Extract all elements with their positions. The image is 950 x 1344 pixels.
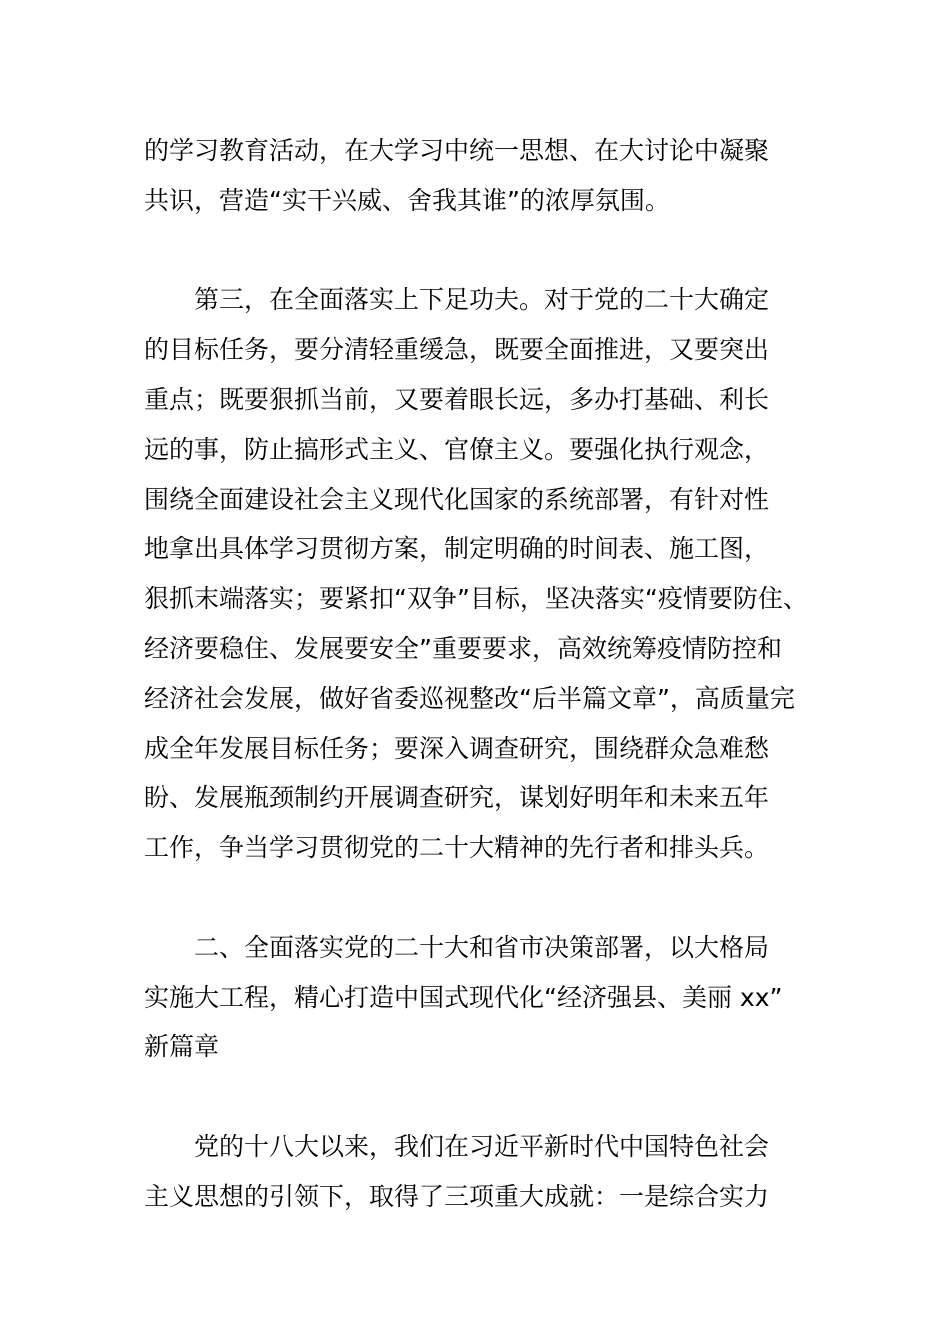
text-line: 盼、发展瓶颈制约开展调查研究，谋划好明年和未来五年 xyxy=(144,783,770,813)
text-line: 围绕全面建设社会主义现代化国家的系统部署，有针对性 xyxy=(144,484,770,514)
text-line: 成全年发展目标任务；要深入调查研究，围绕群众急难愁 xyxy=(144,733,770,763)
paragraph-2 xyxy=(144,275,806,873)
text-line: 地拿出具体学习贯彻方案，制定明确的时间表、施工图， xyxy=(144,534,770,564)
text-line: 的目标任务，要分清轻重缓急，既要全面推进，又要突出 xyxy=(144,335,770,365)
text-line: 共识，营造“实干兴威、舍我其谁”的浓厚氛围。 xyxy=(144,185,670,215)
document-body xyxy=(144,126,806,1271)
text-line: 第三，在全面落实上下足功夫。对于党的二十大确定 xyxy=(194,285,770,315)
paragraph-4 xyxy=(144,1122,806,1222)
text-line: 主义思想的引领下，取得了三项重大成就：一是综合实力 xyxy=(144,1181,770,1211)
text-line: 重点；既要狠抓当前，又要着眼长远，多办打基础、利长 xyxy=(144,384,770,414)
text-line: 工作，争当学习贯彻党的二十大精神的先行者和排头兵。 xyxy=(144,833,770,863)
section-heading-2 xyxy=(144,923,806,1072)
text-line: 的学习教育活动，在大学习中统一思想、在大讨论中凝聚 xyxy=(144,136,770,165)
heading-line: 新篇章 xyxy=(144,1032,220,1062)
text-line: 狠抓末端落实；要紧扣“双争”目标，坚决落实“疫情要防住、 xyxy=(144,584,808,614)
text-line: 党的十八大以来，我们在习近平新时代中国特色社会 xyxy=(194,1131,770,1161)
heading-line: 实施大工程，精心打造中国式现代化“经济强县、美丽 xx” xyxy=(144,982,783,1012)
text-line: 经济要稳住、发展要安全”重要要求，高效统筹疫情防控和 xyxy=(144,633,782,663)
paragraph-1 xyxy=(144,126,806,226)
text-line: 经济社会发展，做好省委巡视整改“后半篇文章”，高质量完 xyxy=(144,683,795,713)
heading-line: 二、全面落实党的二十大和省市决策部署，以大格局 xyxy=(194,932,770,962)
text-line: 远的事，防止搞形式主义、官僚主义。要强化执行观念， xyxy=(144,434,770,464)
